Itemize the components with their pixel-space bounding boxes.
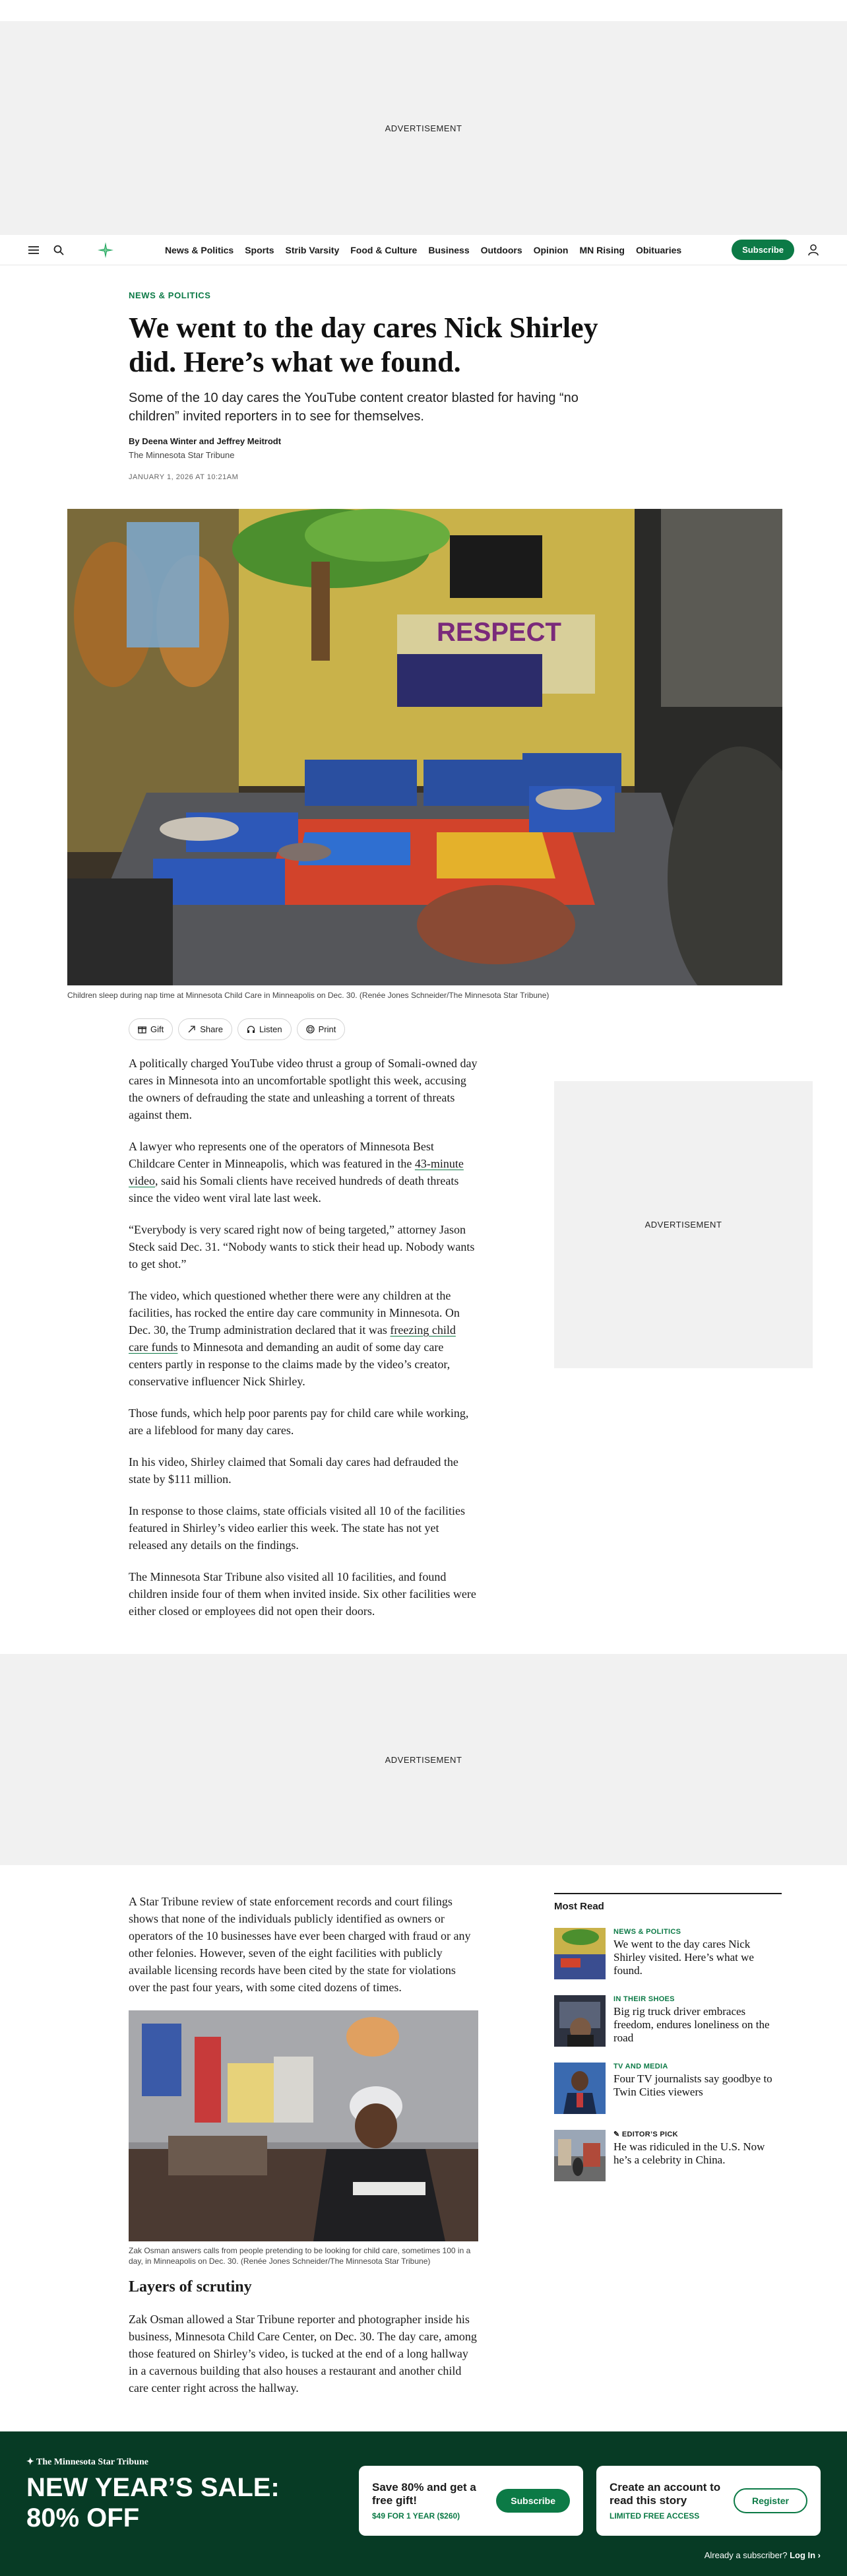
paragraph: A politically charged YouTube video thrust a group of Somali-owned day cares in Minnesota into an uncomfortable spotlight this week, accusing the owners of defrauding the state and unleashing a torrent of threats against them. bbox=[129, 1057, 478, 1121]
paragraph: A Star Tribune review of state enforcement records and court filings shows that none of the individuals publicly identified as owners or operators of the 10 businesses have ever been charged with fraud or any other felonies. However, seven of the eight facilities with publicly available licensing records have been cited by the state for violations over the past four years, with some cited dozens of times. bbox=[129, 1895, 471, 1994]
register-button[interactable]: Register bbox=[734, 2488, 807, 2513]
most-read-headline: He was ridiculed in the U.S. Now he’s a celebrity in China. bbox=[613, 2140, 765, 2166]
most-read-item[interactable] bbox=[554, 1995, 782, 2047]
star-tribune-logo-icon: ✦ bbox=[26, 2457, 36, 2467]
office-photo bbox=[129, 2010, 478, 2241]
nav-link-opinion[interactable]: Opinion bbox=[533, 244, 569, 255]
paywall-banner bbox=[0, 2431, 847, 2576]
login-prompt: Already a subscriber? Log In › bbox=[704, 2550, 821, 2560]
subscribe-offer-card bbox=[359, 2466, 583, 2536]
gift-button[interactable] bbox=[129, 1018, 173, 1040]
nav-link-news-politics[interactable]: News & Politics bbox=[164, 244, 234, 255]
child-care-funds-link[interactable]: freezing child care funds bbox=[129, 1323, 456, 1354]
most-read-thumbnail bbox=[554, 2063, 606, 2114]
headline: We went to the day cares Nick Shirley did. Here’s what we found. bbox=[129, 312, 598, 378]
listen-label: Listen bbox=[259, 1024, 282, 1034]
sale-headline: NEW YEAR’S SALE: 80% OFF bbox=[26, 2473, 280, 2532]
star-tribune-logo-icon[interactable] bbox=[96, 241, 115, 259]
ad-label: ADVERTISEMENT bbox=[385, 1754, 462, 1765]
section-kicker[interactable]: NEWS & POLITICS bbox=[129, 290, 211, 300]
nav-link-outdoors[interactable]: Outdoors bbox=[480, 244, 522, 255]
most-read-item[interactable] bbox=[554, 2063, 782, 2114]
paragraph: “Everybody is very scared right now of being targeted,” attorney Jason Steck said Dec. 31. “Nobody wants to stick their head up. Nobody wants to get shot.” bbox=[129, 1223, 475, 1271]
mid-advertisement[interactable] bbox=[0, 1654, 847, 1865]
most-read-title: Most Read bbox=[554, 1893, 782, 1912]
paragraph: In response to those claims, state officials visited all 10 of the facilities featured in Shirley’s video earlier this week. The state has not yet released any details on the findings. bbox=[129, 1504, 466, 1552]
video-link[interactable]: 43-minute video bbox=[129, 1157, 464, 1187]
hero-wall-text: RESPECT bbox=[437, 618, 561, 647]
paragraph: A lawyer who represents one of the operators of Minnesota Best Childcare Center in Minneapolis, which was featured in the 43-minute video, said his Somali clients have received hundreds of death threats since the video went viral late last week. bbox=[129, 1140, 464, 1205]
byline: By Deena Winter and Jeffrey Meitrodt bbox=[129, 436, 282, 446]
hero-caption: Children sleep during nap time at Minnesota Child Care in Minneapolis on Dec. 30. (Renée Jones Schneider/The Minnesota Star Tribune) bbox=[67, 991, 549, 1000]
register-sub: LIMITED FREE ACCESS bbox=[610, 2511, 700, 2521]
share-icon bbox=[187, 1025, 196, 1034]
paywall-subscribe-button[interactable]: Subscribe bbox=[496, 2489, 570, 2513]
article-column bbox=[129, 1893, 478, 2411]
top-strip bbox=[0, 0, 847, 21]
article-body-section-2 bbox=[0, 1893, 847, 2411]
nav-link-strib-varsity[interactable]: Strib Varsity bbox=[285, 244, 340, 255]
paragraph: In his video, Shirley claimed that Somali day cares had defrauded the state by $111 million. bbox=[129, 1455, 458, 1486]
dek: Some of the 10 day cares the YouTube content creator blasted for having “no children” invited reporters in to see for themselves. bbox=[129, 391, 579, 424]
print-label: Print bbox=[318, 1024, 336, 1034]
subhead: Layers of scrutiny bbox=[129, 2278, 252, 2295]
register-title: Create an account to read this story bbox=[610, 2480, 721, 2507]
paragraph: The Minnesota Star Tribune also visited all 10 facilities, and found children inside four of them when invited inside. Six other facilities were either closed or employees did not open their doors. bbox=[129, 1570, 476, 1618]
menu-icon[interactable] bbox=[26, 243, 41, 257]
article-header bbox=[129, 265, 617, 481]
paragraph: Zak Osman allowed a Star Tribune reporter and photographer inside his business, Minnesota Child Care Center, on Dec. 30. The day care, among those featured on Shirley’s video, is tucked at the end of a long hallway in a cavernous building that also houses a restaurant and another child care center right across the hallway. bbox=[129, 2313, 477, 2394]
offer-price: $49 FOR 1 YEAR ($260) bbox=[372, 2511, 460, 2521]
office-photo-caption: Zak Osman answers calls from people pretending to be looking for child care, sometimes 100 in a day, in Minneapolis on Dec. 30. (Renée Jones Schneider/The Minnesota Star Tribune) bbox=[129, 2246, 471, 2266]
most-read-kicker: TV AND MEDIA bbox=[613, 2063, 668, 2070]
most-read-item[interactable] bbox=[554, 1928, 782, 1979]
most-read-thumbnail bbox=[554, 1928, 606, 1979]
gift-icon bbox=[138, 1025, 146, 1034]
paragraph: Those funds, which help poor parents pay for child care while working, are a lifeblood for many day cares. bbox=[129, 1406, 469, 1437]
print-button[interactable] bbox=[297, 1018, 346, 1040]
nav-link-food-culture[interactable]: Food & Culture bbox=[350, 244, 418, 255]
listen-button[interactable] bbox=[237, 1018, 292, 1040]
article-column bbox=[129, 1055, 478, 1634]
paywall-brand: ✦ The Minnesota Star Tribune bbox=[26, 2457, 148, 2467]
share-label: Share bbox=[200, 1024, 223, 1034]
most-read-thumbnail bbox=[554, 2130, 606, 2181]
gift-label: Gift bbox=[150, 1024, 164, 1034]
article-body-section-1 bbox=[0, 1055, 847, 1634]
offer-title: Save 80% and get a free gift! bbox=[372, 2480, 476, 2507]
share-button[interactable] bbox=[178, 1018, 232, 1040]
top-advertisement[interactable] bbox=[0, 21, 847, 235]
search-icon[interactable] bbox=[51, 243, 66, 257]
nav-link-business[interactable]: Business bbox=[428, 244, 470, 255]
most-read-headline: Four TV journalists say goodbye to Twin Cities viewers bbox=[613, 2072, 772, 2098]
dateline: JANUARY 1, 2026 AT 10:21AM bbox=[129, 473, 239, 481]
hero-photo bbox=[67, 509, 782, 985]
subscribe-button[interactable]: Subscribe bbox=[732, 240, 794, 260]
most-read-headline: Big rig truck driver embraces freedom, endures loneliness on the road bbox=[613, 2005, 770, 2044]
account-icon[interactable] bbox=[806, 243, 821, 257]
most-read-kicker: IN THEIR SHOES bbox=[613, 1995, 675, 2003]
sidebar-advertisement[interactable] bbox=[554, 1081, 813, 1368]
ad-label: ADVERTISEMENT bbox=[644, 1220, 722, 1230]
article-tools bbox=[129, 1018, 847, 1040]
main-nav bbox=[0, 235, 847, 265]
most-read-kicker: ✎ EDITOR’S PICK bbox=[613, 2130, 678, 2138]
editors-pick-icon: ✎ bbox=[613, 2130, 622, 2138]
most-read-item[interactable] bbox=[554, 2130, 782, 2181]
nav-link-obituaries[interactable]: Obituaries bbox=[635, 244, 682, 255]
most-read-kicker: NEWS & POLITICS bbox=[613, 1928, 681, 1936]
ad-label: ADVERTISEMENT bbox=[385, 123, 462, 133]
headphones-icon bbox=[247, 1025, 255, 1034]
most-read-module bbox=[554, 1893, 782, 2411]
print-icon bbox=[306, 1025, 315, 1034]
publication-name: The Minnesota Star Tribune bbox=[129, 450, 235, 460]
paragraph: The video, which questioned whether there were any children at the facilities, has rocked the entire day care community in Minnesota. On Dec. 30, the Trump administration declared that it was freezing child care funds to Minnesota and demanding an audit of some day care centers partly in response to the claims made by the video’s creator, conservative influencer Nick Shirley. bbox=[129, 1289, 460, 1388]
most-read-headline: We went to the day cares Nick Shirley visited. Here’s what we found. bbox=[613, 1938, 754, 1977]
login-link[interactable]: Log In › bbox=[790, 2550, 821, 2560]
most-read-thumbnail bbox=[554, 1995, 606, 2047]
register-card bbox=[596, 2466, 821, 2536]
nav-link-sports[interactable]: Sports bbox=[245, 244, 274, 255]
nav-link-mn-rising[interactable]: MN Rising bbox=[579, 244, 625, 255]
